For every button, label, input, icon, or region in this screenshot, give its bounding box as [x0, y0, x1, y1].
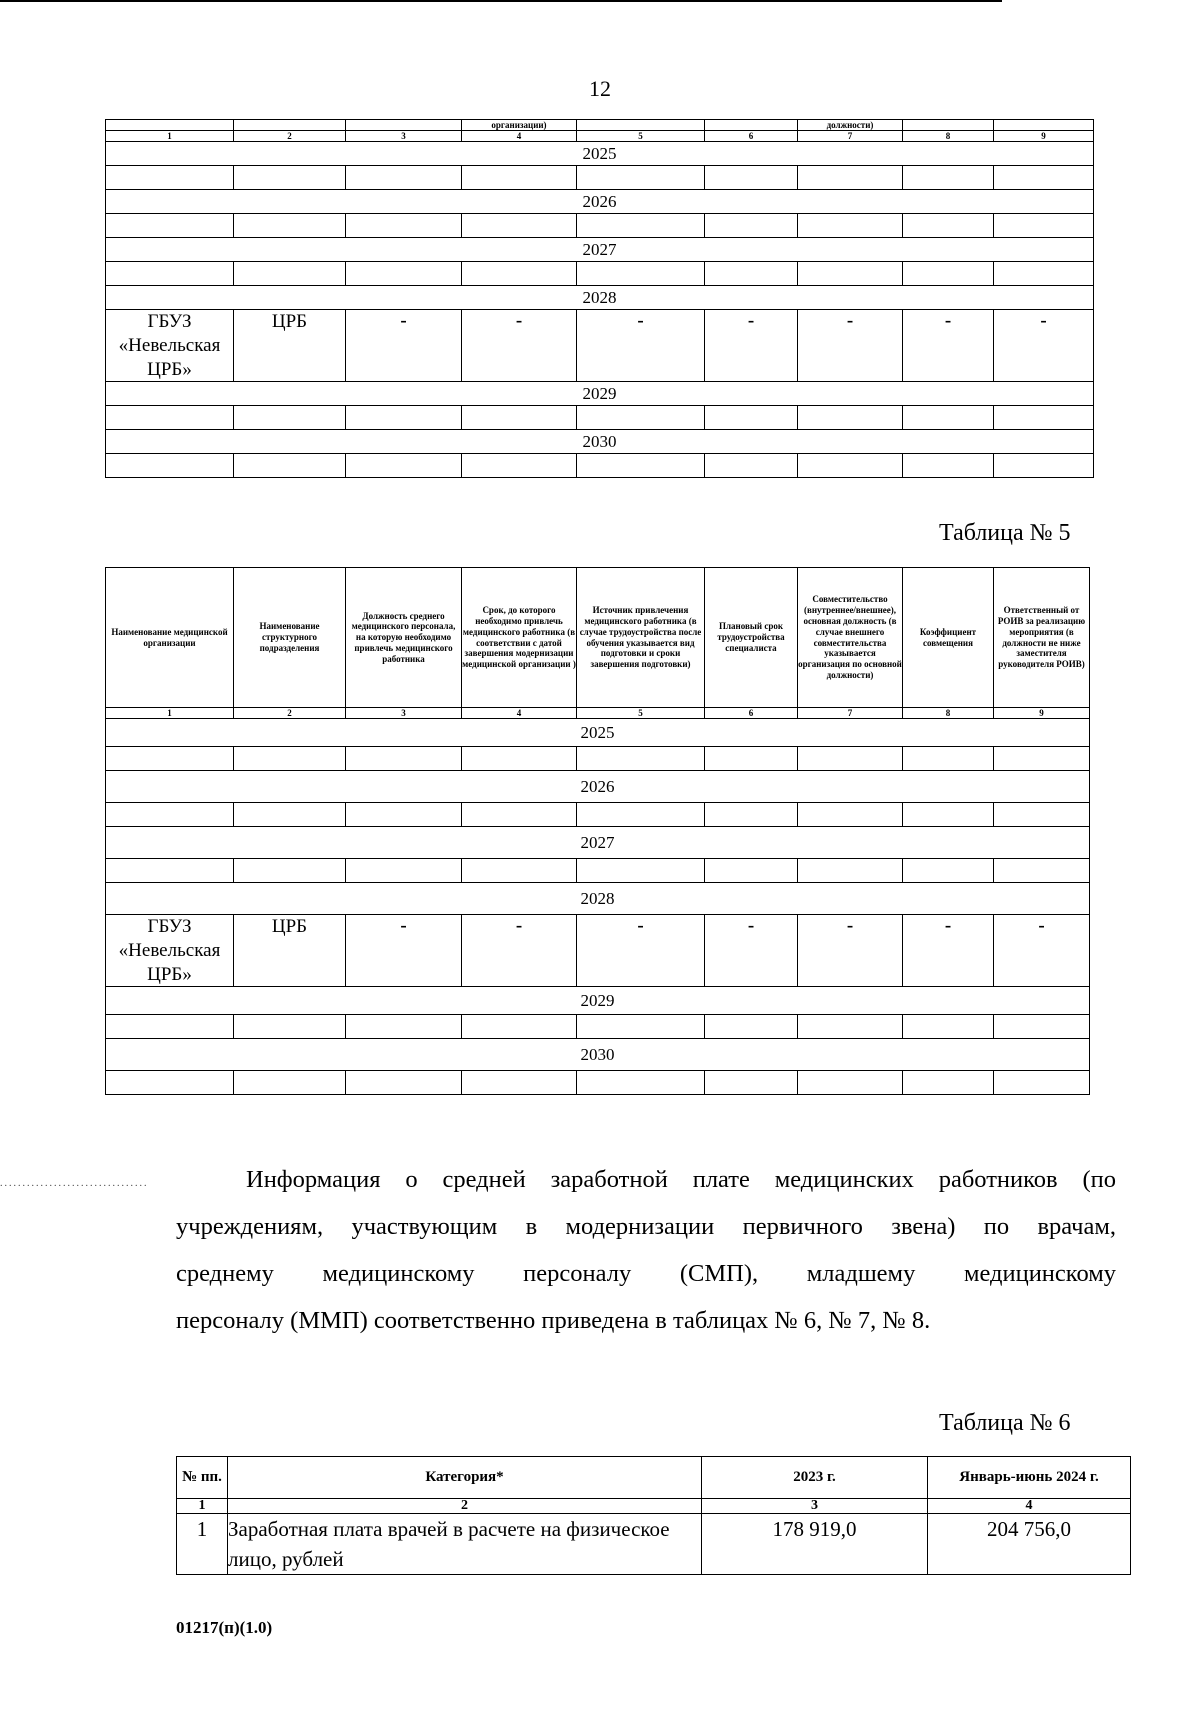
header-cell: Коэффициент совмещения: [903, 568, 994, 708]
paragraph-line: среднему медицинскому персоналу (СМП), младшему медицинскому: [176, 1260, 1116, 1287]
info-paragraph: [176, 1156, 1116, 1344]
value-2023: 178 919,0: [702, 1514, 928, 1575]
year-row: 2026: [106, 771, 1090, 803]
header-tail-cell: [234, 120, 346, 131]
header-cell: Наименование структурного подразделения: [234, 568, 346, 708]
value-cell: -: [994, 915, 1090, 987]
org-name: ГБУЗ «Невельская ЦРБ»: [106, 310, 234, 382]
col-number: 9: [994, 708, 1090, 719]
header-tail-cell: [705, 120, 798, 131]
paragraph-line: персоналу (ММП) соответственно приведена в таблицах № 6, № 7, № 8.: [176, 1307, 931, 1334]
value-cell: -: [577, 310, 705, 382]
row-number: 1: [177, 1514, 228, 1575]
value-cell: -: [903, 915, 994, 987]
year-row: 2028: [106, 286, 1094, 310]
scan-artifact-dots: .................................: [0, 1178, 149, 1189]
header-tail-cell: [903, 120, 994, 131]
year-row: 2025: [106, 719, 1090, 747]
value-cell: -: [577, 915, 705, 987]
table-5-caption: Таблица № 5: [939, 520, 1071, 546]
col-number: 9: [994, 131, 1094, 142]
header-cell: Январь-июнь 2024 г.: [928, 1457, 1131, 1499]
column-number-row: [177, 1499, 1131, 1514]
year-row: 2029: [106, 382, 1094, 406]
value-cell: -: [705, 310, 798, 382]
header-tail-cell: [994, 120, 1094, 131]
col-number: 5: [577, 131, 705, 142]
value-cell: -: [994, 310, 1094, 382]
value-2024: 204 756,0: [928, 1514, 1131, 1575]
table-6: [176, 1456, 1131, 1575]
col-number: 4: [462, 708, 577, 719]
value-cell: -: [462, 310, 577, 382]
header-row: [106, 568, 1090, 708]
row-category: Заработная плата врачей в расчете на физическое лицо, рублей: [228, 1514, 702, 1575]
col-number: 1: [106, 708, 234, 719]
col-number: 7: [798, 708, 903, 719]
header-tail-row: [106, 120, 1094, 131]
empty-row: [106, 214, 1094, 238]
header-row: [177, 1457, 1131, 1499]
empty-row: [106, 859, 1090, 883]
empty-row: [106, 166, 1094, 190]
header-cell: Ответственный от РОИВ за реализацию мероприятия (в должности не ниже заместителя руководителя РОИВ): [994, 568, 1090, 708]
col-number: 5: [577, 708, 705, 719]
header-cell: Должность среднего медицинского персонала, на которую необходимо привлечь медицинского работника: [346, 568, 462, 708]
col-number: 8: [903, 708, 994, 719]
table-6-caption: Таблица № 6: [939, 1410, 1071, 1436]
header-cell: Плановый срок трудоустройства специалиста: [705, 568, 798, 708]
empty-row: [106, 454, 1094, 478]
value-cell: -: [798, 310, 903, 382]
header-tail-cell: [577, 120, 705, 131]
table-5: [105, 567, 1090, 1095]
unit-name: ЦРБ: [234, 310, 346, 382]
empty-row: [106, 406, 1094, 430]
col-number: 6: [705, 131, 798, 142]
col-number: 1: [106, 131, 234, 142]
header-tail-cell: должности): [798, 120, 903, 131]
col-number: 3: [346, 708, 462, 719]
paragraph-line: учреждениям, участвующим в модернизации первичного звена) по врачам,: [176, 1213, 1116, 1240]
header-cell: № пп.: [177, 1457, 228, 1499]
empty-row: [106, 1015, 1090, 1039]
empty-row: [106, 262, 1094, 286]
col-number: 3: [346, 131, 462, 142]
col-number: 8: [903, 131, 994, 142]
header-cell: 2023 г.: [702, 1457, 928, 1499]
empty-row: [106, 1071, 1090, 1095]
value-cell: -: [798, 915, 903, 987]
year-row: 2029: [106, 987, 1090, 1015]
table-4-continuation: [105, 119, 1094, 478]
year-row: 2027: [106, 238, 1094, 262]
col-number: 6: [705, 708, 798, 719]
year-row: 2028: [106, 883, 1090, 915]
value-cell: -: [903, 310, 994, 382]
page-number: 12: [589, 76, 611, 101]
header-cell: Источник привлечения медицинского работника (в случае трудоустройства после обучения указывается вид подготовки и сроки завершения подготовки): [577, 568, 705, 708]
col-number: 4: [928, 1499, 1131, 1514]
header-cell: Категория*: [228, 1457, 702, 1499]
col-number: 2: [234, 708, 346, 719]
header-tail-cell: [346, 120, 462, 131]
header-cell: Совместительство (внутреннее/внешнее), основная должность (в случае внешнего совместительства указывается организация по основной должности): [798, 568, 903, 708]
year-row: 2026: [106, 190, 1094, 214]
document-code: 01217(п)(1.0): [176, 1618, 273, 1637]
year-row: 2027: [106, 827, 1090, 859]
header-tail-cell: организации): [462, 120, 577, 131]
year-row: 2025: [106, 142, 1094, 166]
column-number-row: [106, 708, 1090, 719]
col-number: 2: [228, 1499, 702, 1514]
value-cell: -: [705, 915, 798, 987]
year-row: 2030: [106, 1039, 1090, 1071]
table-row: [177, 1514, 1131, 1575]
header-cell: Наименование медицинской организации: [106, 568, 234, 708]
col-number: 7: [798, 131, 903, 142]
header-cell: Срок, до которого необходимо привлечь медицинского работника (в соответствии с датой завершения модернизации медицинской организации ): [462, 568, 577, 708]
header-tail-cell: [106, 120, 234, 131]
unit-name: ЦРБ: [234, 915, 346, 987]
col-number: 4: [462, 131, 577, 142]
value-cell: -: [346, 915, 462, 987]
col-number: 2: [234, 131, 346, 142]
top-border-line: [0, 0, 1002, 2]
year-row: 2030: [106, 430, 1094, 454]
column-number-row: [106, 131, 1094, 142]
col-number: 1: [177, 1499, 228, 1514]
value-cell: -: [462, 915, 577, 987]
entry-row: [106, 310, 1094, 382]
paragraph-line: Информация о средней заработной плате медицинских работников (по: [246, 1166, 1116, 1193]
empty-row: [106, 747, 1090, 771]
entry-row: [106, 915, 1090, 987]
org-name: ГБУЗ «Невельская ЦРБ»: [106, 915, 234, 987]
empty-row: [106, 803, 1090, 827]
col-number: 3: [702, 1499, 928, 1514]
value-cell: -: [346, 310, 462, 382]
